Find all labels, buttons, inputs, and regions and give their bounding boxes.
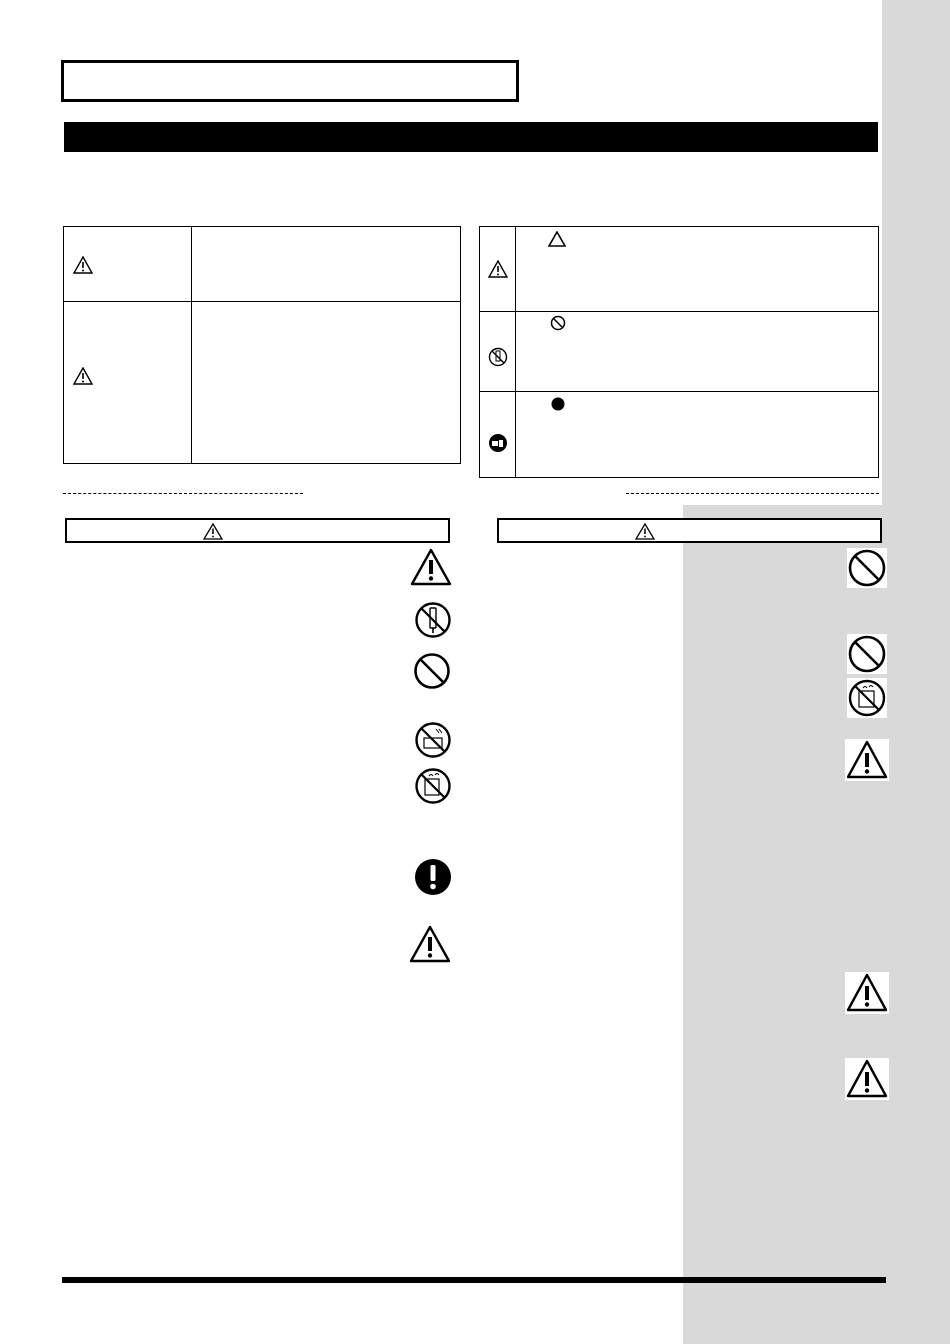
warning-triangle-icon [73, 256, 93, 274]
mandatory-action-icon [414, 858, 452, 896]
legend-table-right [479, 226, 879, 478]
unplug-icon [488, 433, 508, 453]
warning-icon [845, 972, 889, 1014]
banner-bar [64, 122, 878, 152]
table-divider [64, 301, 460, 302]
warning-triangle-icon [203, 523, 223, 540]
no-moisture-icon [847, 678, 887, 718]
section-title-box [61, 60, 519, 102]
warning-icon [845, 739, 889, 781]
triangle-outline-icon [548, 231, 566, 247]
no-moisture-icon [414, 767, 452, 805]
prohibition-icon [413, 652, 451, 690]
prohibition-icon [847, 548, 887, 588]
table-divider [191, 227, 192, 463]
table-divider [480, 391, 878, 392]
table-divider [515, 227, 516, 477]
filled-circle-icon [551, 397, 565, 411]
prohibition-circle-icon [550, 315, 566, 331]
section-header-left [65, 518, 450, 543]
prohibition-icon [847, 634, 887, 674]
no-wet-hands-icon [414, 721, 452, 759]
legend-table-left [63, 226, 461, 464]
caution-triangle-icon [73, 367, 93, 385]
table-divider [480, 311, 878, 312]
dashed-rule-right [626, 493, 879, 494]
warning-triangle-icon [635, 523, 655, 540]
warning-icon [845, 1058, 889, 1100]
warning-icon [410, 548, 452, 586]
do-not-disassemble-icon [414, 601, 452, 639]
page-bottom-rule [62, 1277, 886, 1283]
warning-triangle-icon [488, 260, 508, 278]
warning-icon [409, 925, 451, 963]
section-header-right [497, 518, 882, 543]
do-not-disassemble-icon [488, 347, 508, 367]
dashed-rule-left [63, 493, 303, 494]
